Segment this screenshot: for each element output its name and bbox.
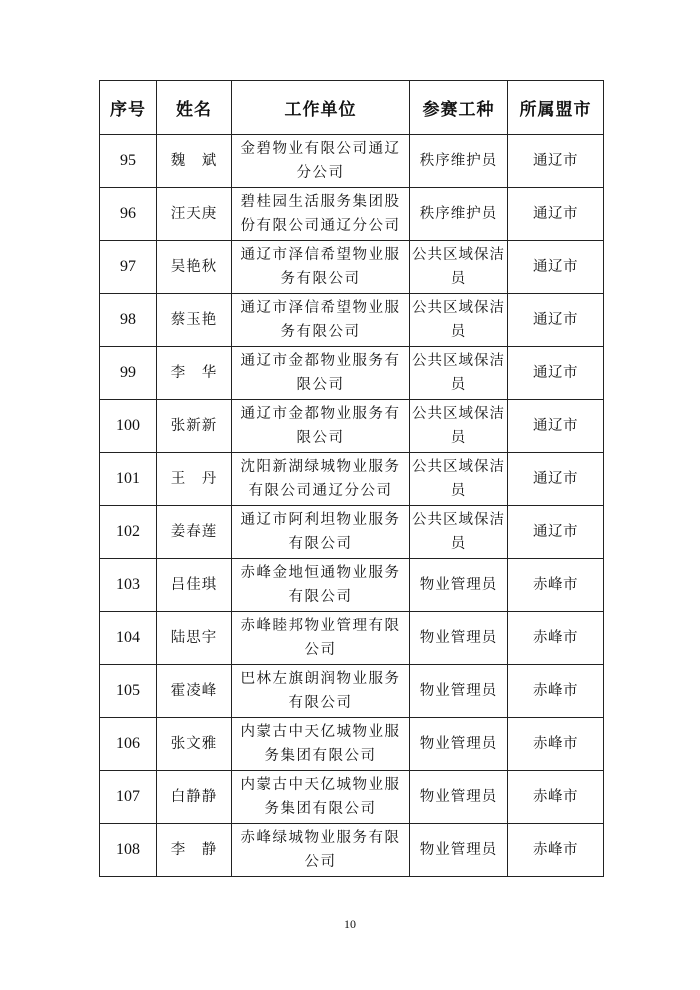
cell-city: 赤峰市 <box>508 665 604 718</box>
cell-name: 李 华 <box>157 347 232 400</box>
cell-org: 赤峰睦邦物业管理有限公司 <box>232 612 410 665</box>
table-row <box>100 241 604 294</box>
cell-org: 赤峰绿城物业服务有限公司 <box>232 824 410 877</box>
table-row <box>100 453 604 506</box>
cell-job: 公共区域保洁员 <box>410 400 508 453</box>
cell-city: 通辽市 <box>508 135 604 188</box>
cell-org: 通辽市泽信希望物业服务有限公司 <box>232 241 410 294</box>
cell-name: 蔡玉艳 <box>157 294 232 347</box>
cell-city: 赤峰市 <box>508 718 604 771</box>
header-row <box>100 81 604 135</box>
cell-job: 物业管理员 <box>410 718 508 771</box>
cell-org: 通辽市泽信希望物业服务有限公司 <box>232 294 410 347</box>
cell-job: 公共区域保洁员 <box>410 294 508 347</box>
page-number: 10 <box>344 917 356 931</box>
table-row <box>100 665 604 718</box>
cell-no: 100 <box>100 400 157 453</box>
cell-job: 公共区域保洁员 <box>410 506 508 559</box>
cell-org: 通辽市阿利坦物业服务有限公司 <box>232 506 410 559</box>
table-row <box>100 559 604 612</box>
cell-no: 95 <box>100 135 157 188</box>
cell-name: 张新新 <box>157 400 232 453</box>
cell-city: 赤峰市 <box>508 612 604 665</box>
cell-org: 赤峰金地恒通物业服务有限公司 <box>232 559 410 612</box>
cell-name: 霍凌峰 <box>157 665 232 718</box>
cell-city: 通辽市 <box>508 506 604 559</box>
header-org: 工作单位 <box>232 81 410 135</box>
table-row <box>100 824 604 877</box>
cell-city: 通辽市 <box>508 241 604 294</box>
table-header <box>100 81 604 135</box>
cell-job: 物业管理员 <box>410 559 508 612</box>
cell-org: 内蒙古中天亿城物业服务集团有限公司 <box>232 718 410 771</box>
table-row <box>100 771 604 824</box>
table-row <box>100 135 604 188</box>
cell-job: 物业管理员 <box>410 665 508 718</box>
table-row <box>100 718 604 771</box>
cell-no: 101 <box>100 453 157 506</box>
table-row <box>100 400 604 453</box>
table-row <box>100 188 604 241</box>
cell-no: 97 <box>100 241 157 294</box>
cell-no: 106 <box>100 718 157 771</box>
header-job: 参赛工种 <box>410 81 508 135</box>
cell-name: 汪天庚 <box>157 188 232 241</box>
cell-city: 通辽市 <box>508 294 604 347</box>
cell-name: 吕佳琪 <box>157 559 232 612</box>
cell-city: 通辽市 <box>508 347 604 400</box>
cell-no: 108 <box>100 824 157 877</box>
roster-table <box>99 80 604 877</box>
cell-name: 魏 斌 <box>157 135 232 188</box>
header-no: 序号 <box>100 81 157 135</box>
cell-job: 公共区域保洁员 <box>410 453 508 506</box>
header-name: 姓名 <box>157 81 232 135</box>
cell-no: 99 <box>100 347 157 400</box>
cell-name: 陆思宇 <box>157 612 232 665</box>
cell-name: 吴艳秋 <box>157 241 232 294</box>
cell-job: 秩序维护员 <box>410 135 508 188</box>
cell-city: 赤峰市 <box>508 824 604 877</box>
cell-name: 姜春莲 <box>157 506 232 559</box>
cell-job: 公共区域保洁员 <box>410 347 508 400</box>
cell-no: 98 <box>100 294 157 347</box>
cell-city: 赤峰市 <box>508 559 604 612</box>
table-body <box>100 135 604 877</box>
cell-name: 张文雅 <box>157 718 232 771</box>
header-city: 所属盟市 <box>508 81 604 135</box>
cell-name: 白静静 <box>157 771 232 824</box>
cell-no: 102 <box>100 506 157 559</box>
cell-job: 物业管理员 <box>410 824 508 877</box>
table-row <box>100 612 604 665</box>
cell-org: 通辽市金都物业服务有限公司 <box>232 400 410 453</box>
cell-org: 金碧物业有限公司通辽分公司 <box>232 135 410 188</box>
cell-org: 巴林左旗朗润物业服务有限公司 <box>232 665 410 718</box>
cell-city: 赤峰市 <box>508 771 604 824</box>
cell-no: 105 <box>100 665 157 718</box>
table-row <box>100 347 604 400</box>
cell-no: 103 <box>100 559 157 612</box>
cell-city: 通辽市 <box>508 188 604 241</box>
table-row <box>100 294 604 347</box>
cell-job: 物业管理员 <box>410 612 508 665</box>
cell-name: 王 丹 <box>157 453 232 506</box>
cell-no: 96 <box>100 188 157 241</box>
cell-org: 内蒙古中天亿城物业服务集团有限公司 <box>232 771 410 824</box>
table-row <box>100 506 604 559</box>
cell-no: 107 <box>100 771 157 824</box>
cell-job: 公共区域保洁员 <box>410 241 508 294</box>
cell-no: 104 <box>100 612 157 665</box>
cell-org: 沈阳新湖绿城物业服务有限公司通辽分公司 <box>232 453 410 506</box>
cell-city: 通辽市 <box>508 400 604 453</box>
cell-org: 碧桂园生活服务集团股份有限公司通辽分公司 <box>232 188 410 241</box>
cell-city: 通辽市 <box>508 453 604 506</box>
cell-job: 物业管理员 <box>410 771 508 824</box>
cell-job: 秩序维护员 <box>410 188 508 241</box>
cell-org: 通辽市金都物业服务有限公司 <box>232 347 410 400</box>
cell-name: 李 静 <box>157 824 232 877</box>
